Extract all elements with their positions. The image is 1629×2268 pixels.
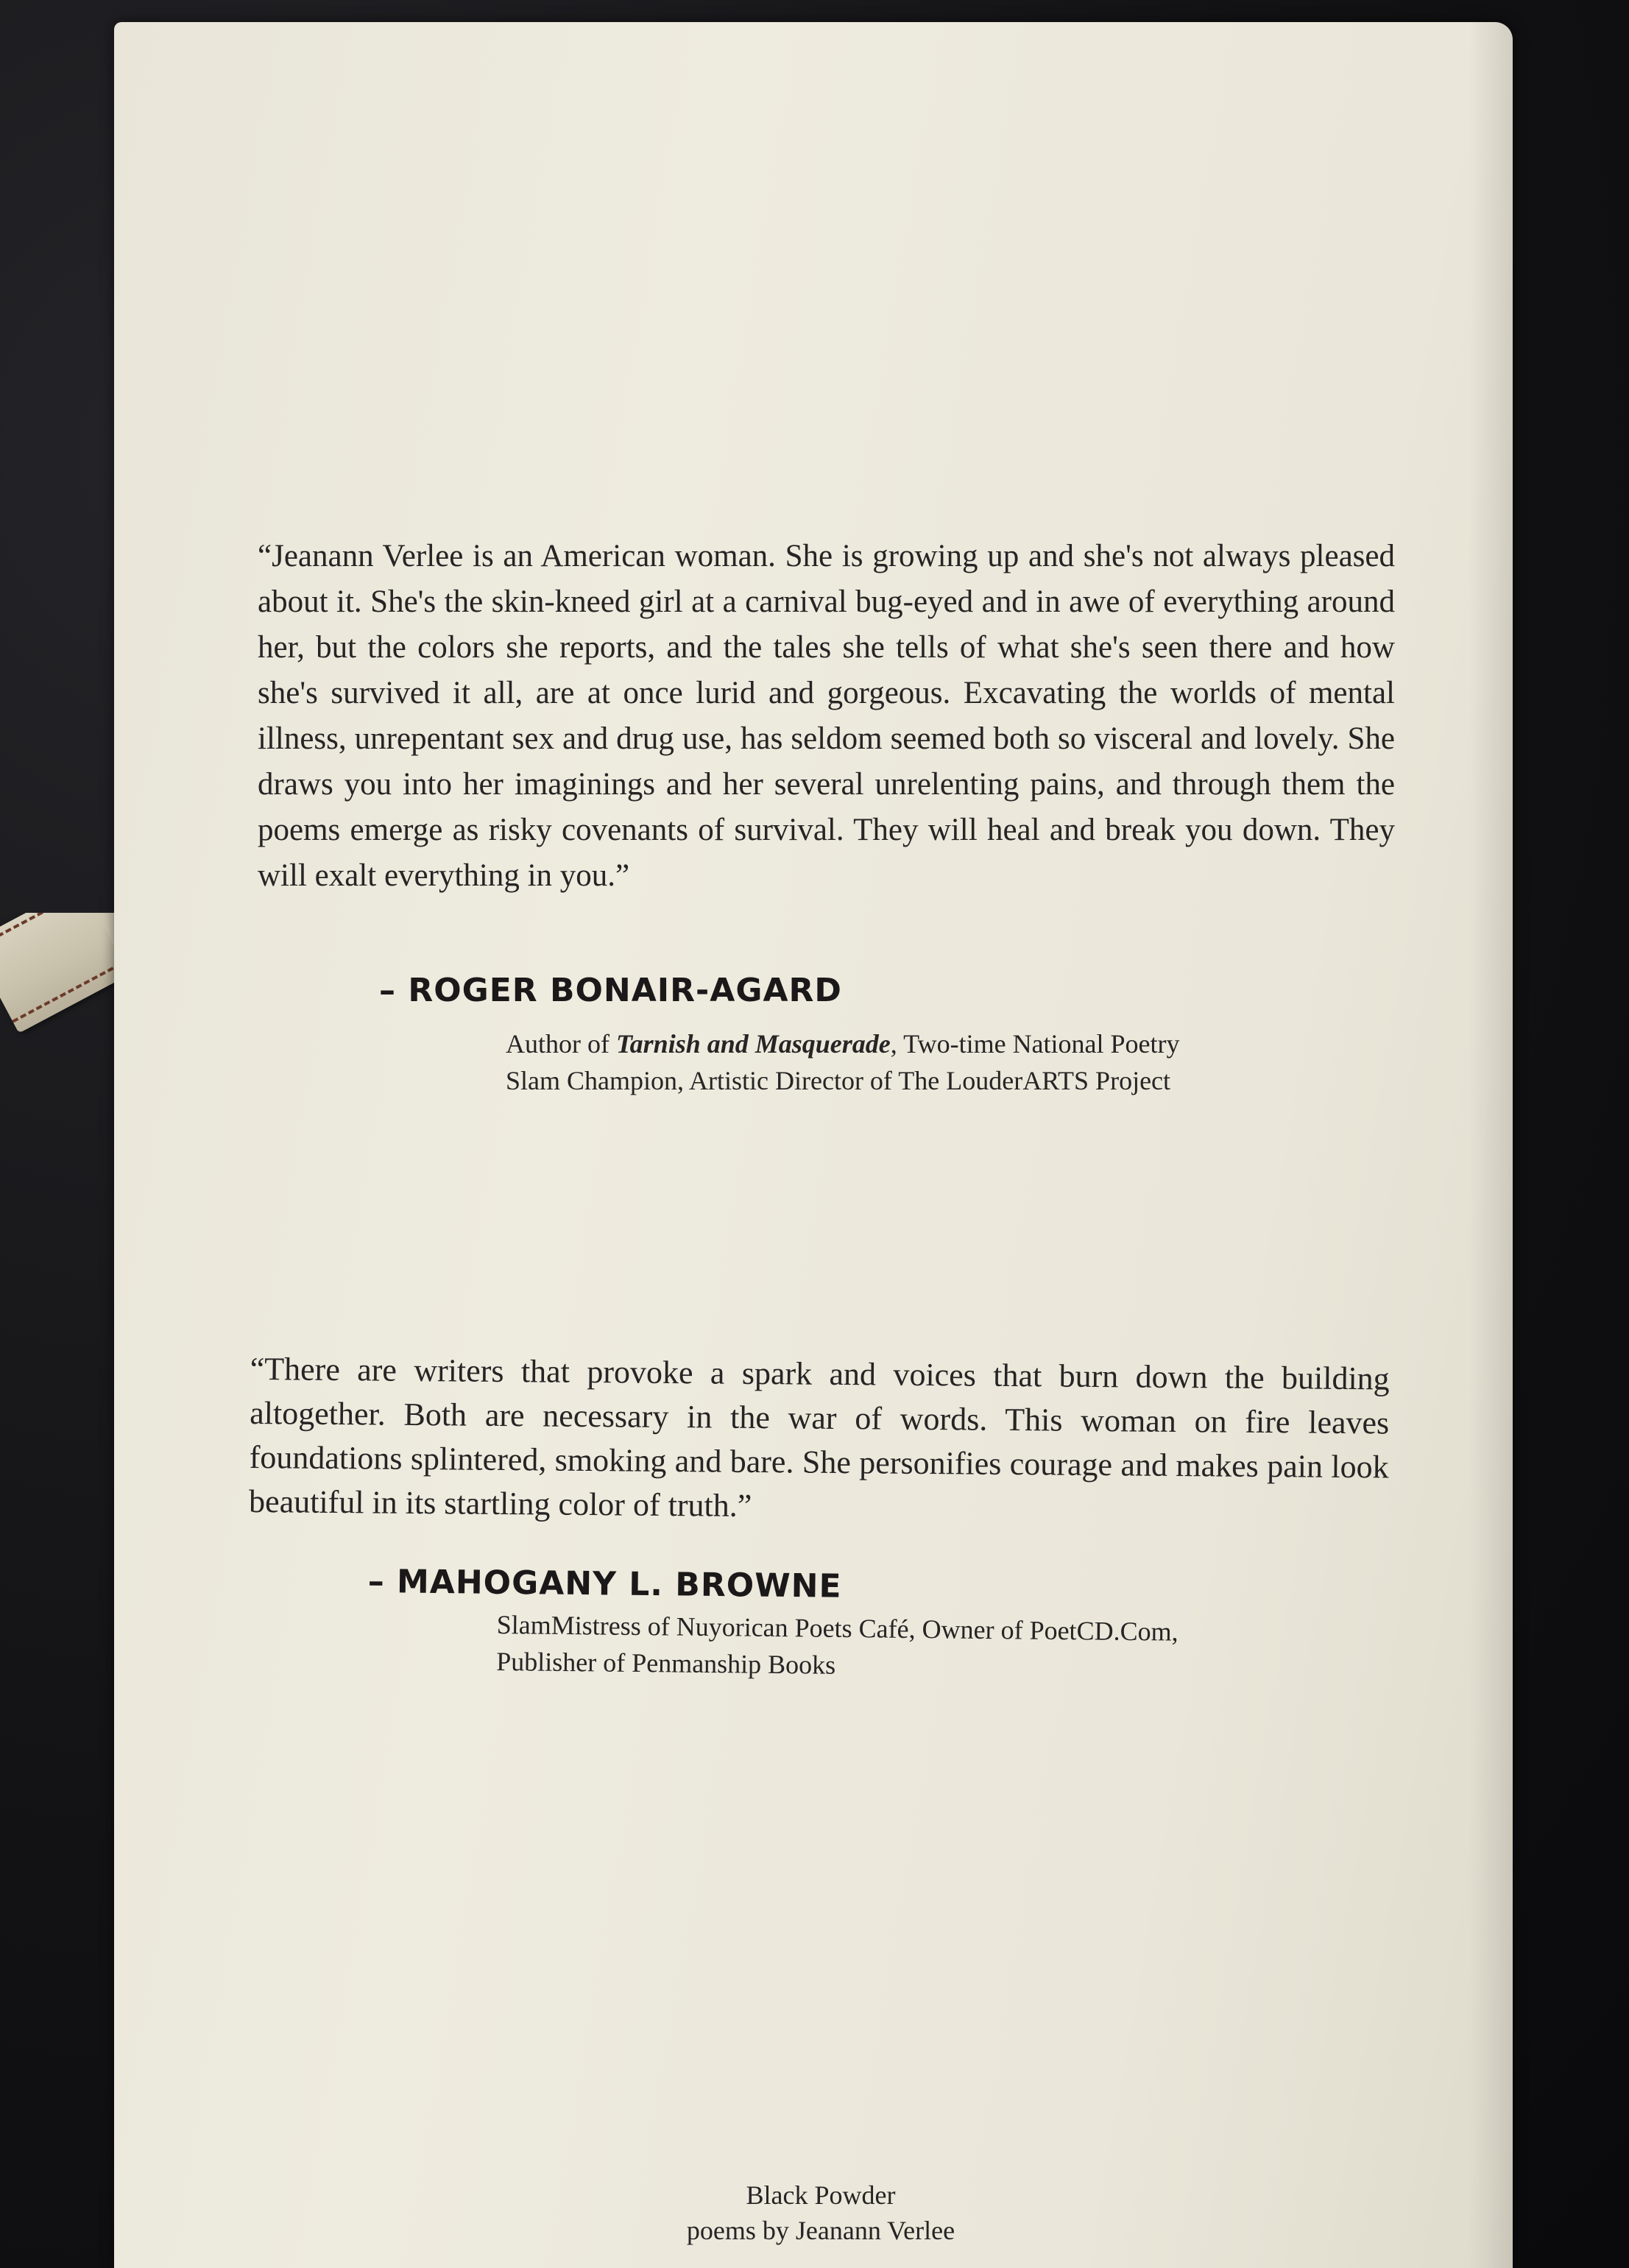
credentials-line: Publisher of Penmanship Books — [496, 1646, 836, 1680]
cover-footer — [600, 2177, 1042, 2248]
credentials-prefix: Author of — [506, 1029, 616, 1059]
book-back-cover — [114, 22, 1513, 2268]
credentials-line: Slam Champion, Artistic Director of The LouderARTS Project — [506, 1066, 1171, 1095]
footer-subtitle: poems by Jeanann Verlee — [686, 2216, 955, 2245]
book-title: Tarnish and Masquerade — [615, 1029, 891, 1059]
blurb-attribution-1: – ROGER BONAIR-AGARD — [379, 972, 842, 1009]
footer-title: Black Powder — [746, 2180, 896, 2210]
blurb-quote-1: “Jeanann Verlee is an American woman. She is growing up and she's not always pleased about it. She's the skin-kneed girl at a carnival bug-eyed and in awe of everything around her, but the colors she reports, and the tales she tells of what she's seen there and how she's survived it all, are at once lurid and gorgeous. Excavating the worlds of mental illness, unrepentant sex and drug use, has seldom seemed both so visceral and lovely. She draws you into her imaginings and her several unrelenting pains, and through them the poems emerge as risky covenants of survival. They will heal and break you down. They will exalt everything in you.” — [258, 539, 1395, 893]
credentials-line — [506, 1025, 1330, 1062]
blurb-attribution-2: – MAHOGANY L. BROWNE — [367, 1563, 842, 1605]
blurb-quote-2: “There are writers that provoke a spark and voices that burn down the building altogether. Both are necessary in the war of words. This woman on fire leaves foundations splintered, smoking and bare. She personifies courage and makes pain look beautiful in its startling color of truth.” — [248, 1350, 1390, 1524]
credentials-line: SlamMistress of Nuyorican Poets Café, Owner of PoetCD.Com, — [496, 1609, 1179, 1647]
blurb-credentials-1 — [506, 1025, 1330, 1099]
blurb-credentials-2 — [496, 1606, 1351, 1689]
credentials-suffix: , Two-time National Poetry — [890, 1029, 1180, 1059]
